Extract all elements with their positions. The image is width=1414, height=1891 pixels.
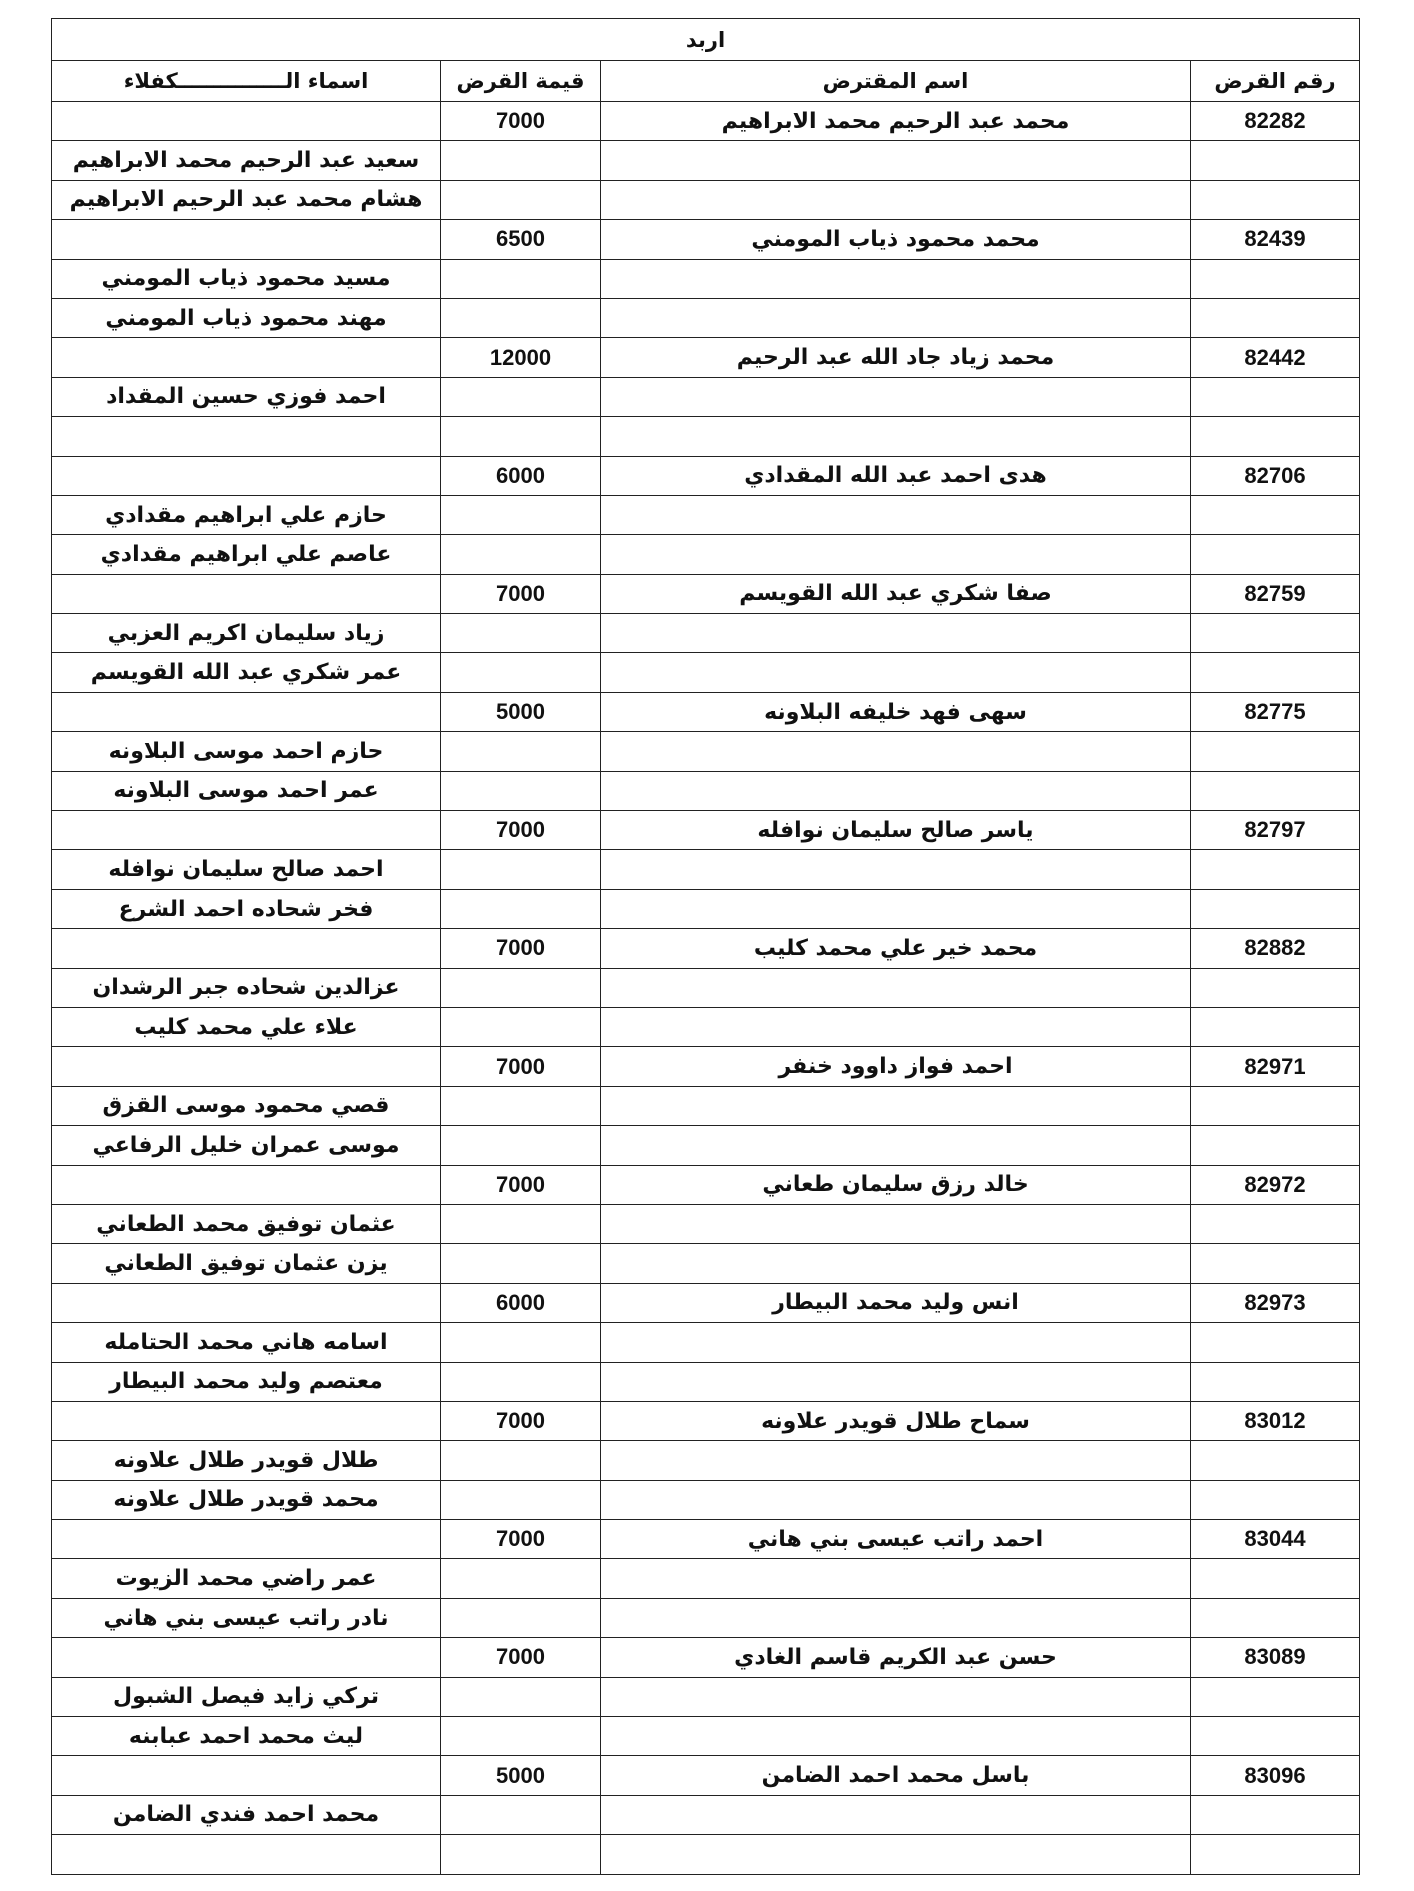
guarantor-row — [52, 141, 1360, 180]
loan-amount: 6000 — [441, 1283, 601, 1322]
loan-row — [52, 1165, 1360, 1204]
empty-cell — [441, 1835, 601, 1874]
guarantor-name: مسيد محمود ذياب المومني — [52, 259, 441, 298]
empty-cell — [441, 1795, 601, 1834]
guarantor-name: ليث محمد احمد عبابنه — [52, 1717, 441, 1756]
empty-cell — [601, 141, 1191, 180]
guarantor-cell-empty — [52, 102, 441, 141]
empty-cell — [1191, 1204, 1360, 1243]
empty-cell — [1191, 1086, 1360, 1125]
guarantor-cell-empty — [52, 338, 441, 377]
guarantor-name: فخر شحاده احمد الشرع — [52, 889, 441, 928]
header-guarantors: اسماء الـــــــــــــــكفلاء — [52, 61, 441, 102]
empty-cell — [1191, 1795, 1360, 1834]
borrower-name: سماح طلال قويدر علاونه — [601, 1401, 1191, 1440]
region-title: اربد — [52, 19, 1360, 61]
guarantor-cell-empty — [52, 1638, 441, 1677]
guarantor-row — [52, 968, 1360, 1007]
guarantor-row — [52, 732, 1360, 771]
guarantor-row — [52, 889, 1360, 928]
guarantor-row — [52, 1323, 1360, 1362]
loan-number: 82882 — [1191, 929, 1360, 968]
borrower-name: انس وليد محمد البيطار — [601, 1283, 1191, 1322]
loan-number: 82775 — [1191, 692, 1360, 731]
empty-cell — [601, 535, 1191, 574]
empty-cell — [441, 259, 601, 298]
guarantor-name: عمر راضي محمد الزيوت — [52, 1559, 441, 1598]
empty-cell — [1191, 1559, 1360, 1598]
guarantor-name: مهند محمود ذياب المومني — [52, 298, 441, 337]
guarantor-name: موسى عمران خليل الرفاعي — [52, 1126, 441, 1165]
empty-cell — [1191, 771, 1360, 810]
guarantor-name: طلال قويدر طلال علاونه — [52, 1441, 441, 1480]
guarantor-row — [52, 1717, 1360, 1756]
guarantor-name: عزالدين شحاده جبر الرشدان — [52, 968, 441, 1007]
loans-table — [51, 18, 1360, 1875]
empty-cell — [601, 1598, 1191, 1637]
loan-number: 82439 — [1191, 220, 1360, 259]
empty-cell — [601, 417, 1191, 456]
empty-cell — [441, 1126, 601, 1165]
loan-row — [52, 1756, 1360, 1795]
empty-cell — [601, 1677, 1191, 1716]
empty-cell — [1191, 535, 1360, 574]
empty-cell — [441, 1086, 601, 1125]
empty-cell — [441, 1677, 601, 1716]
empty-cell — [441, 771, 601, 810]
empty-cell — [601, 180, 1191, 219]
empty-cell — [441, 968, 601, 1007]
guarantor-row — [52, 1244, 1360, 1283]
empty-cell — [1191, 1598, 1360, 1637]
empty-cell — [601, 1086, 1191, 1125]
guarantor-name: علاء علي محمد كليب — [52, 1007, 441, 1046]
loan-number: 83089 — [1191, 1638, 1360, 1677]
empty-cell — [1191, 495, 1360, 534]
loan-row — [52, 220, 1360, 259]
guarantor-row — [52, 1126, 1360, 1165]
loan-amount: 7000 — [441, 1520, 601, 1559]
guarantor-name: هشام محمد عبد الرحيم الابراهيم — [52, 180, 441, 219]
header-borrower: اسم المقترض — [601, 61, 1191, 102]
empty-cell — [601, 732, 1191, 771]
loan-amount: 7000 — [441, 1401, 601, 1440]
empty-cell — [601, 1362, 1191, 1401]
loan-number: 83044 — [1191, 1520, 1360, 1559]
loan-row — [52, 456, 1360, 495]
guarantor-row — [52, 653, 1360, 692]
empty-cell — [441, 850, 601, 889]
empty-cell — [601, 1441, 1191, 1480]
header-row — [52, 61, 1360, 102]
guarantor-row — [52, 1204, 1360, 1243]
guarantor-cell-empty — [52, 220, 441, 259]
guarantor-name: محمد احمد فندي الضامن — [52, 1795, 441, 1834]
guarantor-name: معتصم وليد محمد البيطار — [52, 1362, 441, 1401]
loan-amount: 6500 — [441, 220, 601, 259]
guarantor-row — [52, 180, 1360, 219]
empty-cell — [601, 614, 1191, 653]
guarantor-row — [52, 1677, 1360, 1716]
guarantor-name: عاصم علي ابراهيم مقدادي — [52, 535, 441, 574]
empty-cell — [1191, 1244, 1360, 1283]
borrower-name: احمد فواز داوود خنفر — [601, 1047, 1191, 1086]
loan-amount: 12000 — [441, 338, 601, 377]
loan-amount: 5000 — [441, 692, 601, 731]
loan-row — [52, 1401, 1360, 1440]
guarantor-row — [52, 417, 1360, 456]
guarantor-name: احمد فوزي حسين المقداد — [52, 377, 441, 416]
empty-cell — [1191, 1362, 1360, 1401]
borrower-name: محمد محمود ذياب المومني — [601, 220, 1191, 259]
empty-cell — [441, 141, 601, 180]
guarantor-row — [52, 1598, 1360, 1637]
loan-amount: 7000 — [441, 811, 601, 850]
guarantor-name: اسامه هاني محمد الحتامله — [52, 1323, 441, 1362]
loan-row — [52, 574, 1360, 613]
empty-cell — [601, 1244, 1191, 1283]
guarantor-name: تركي زايد فيصل الشبول — [52, 1677, 441, 1716]
loan-row — [52, 102, 1360, 141]
guarantor-name: عثمان توفيق محمد الطعاني — [52, 1204, 441, 1243]
loan-number: 82442 — [1191, 338, 1360, 377]
empty-cell — [441, 653, 601, 692]
empty-cell — [1191, 732, 1360, 771]
loan-row — [52, 1638, 1360, 1677]
empty-cell — [1191, 377, 1360, 416]
borrower-name: خالد رزق سليمان طعاني — [601, 1165, 1191, 1204]
guarantor-name: زياد سليمان اكريم العزبي — [52, 614, 441, 653]
guarantor-name: عمر شكري عبد الله القويسم — [52, 653, 441, 692]
loan-amount: 5000 — [441, 1756, 601, 1795]
empty-cell — [601, 1559, 1191, 1598]
empty-cell — [441, 1598, 601, 1637]
guarantor-cell-empty — [52, 1283, 441, 1322]
empty-cell — [441, 377, 601, 416]
borrower-name: باسل محمد احمد الضامن — [601, 1756, 1191, 1795]
empty-cell — [601, 495, 1191, 534]
empty-cell — [441, 535, 601, 574]
guarantor-row — [52, 1795, 1360, 1834]
guarantor-row — [52, 1086, 1360, 1125]
borrower-name: محمد زياد جاد الله عبد الرحيم — [601, 338, 1191, 377]
loan-number: 82973 — [1191, 1283, 1360, 1322]
empty-cell — [1191, 1441, 1360, 1480]
empty-cell — [1191, 259, 1360, 298]
borrower-name: محمد عبد الرحيم محمد الابراهيم — [601, 102, 1191, 141]
loan-row — [52, 692, 1360, 731]
empty-cell — [441, 1204, 601, 1243]
guarantor-row — [52, 1362, 1360, 1401]
loan-row — [52, 338, 1360, 377]
guarantor-cell-empty — [52, 1047, 441, 1086]
empty-cell — [1191, 298, 1360, 337]
loan-row — [52, 929, 1360, 968]
guarantor-row — [52, 1835, 1360, 1874]
guarantor-name: حازم علي ابراهيم مقدادي — [52, 495, 441, 534]
empty-cell — [1191, 1835, 1360, 1874]
empty-cell — [601, 1835, 1191, 1874]
guarantor-cell-empty — [52, 574, 441, 613]
empty-cell — [601, 1717, 1191, 1756]
guarantor-cell-empty — [52, 811, 441, 850]
guarantor-name: عمر احمد موسى البلاونه — [52, 771, 441, 810]
guarantor-row — [52, 259, 1360, 298]
borrower-name: محمد خير علي محمد كليب — [601, 929, 1191, 968]
borrower-name: ياسر صالح سليمان نوافله — [601, 811, 1191, 850]
loan-amount: 7000 — [441, 1165, 601, 1204]
guarantor-name: يزن عثمان توفيق الطعاني — [52, 1244, 441, 1283]
guarantor-row — [52, 1441, 1360, 1480]
empty-cell — [1191, 850, 1360, 889]
empty-cell — [1191, 889, 1360, 928]
empty-cell — [601, 1007, 1191, 1046]
borrower-name: سهى فهد خليفه البلاونه — [601, 692, 1191, 731]
header-loan-number: رقم القرض — [1191, 61, 1360, 102]
loan-number: 82282 — [1191, 102, 1360, 141]
empty-cell — [1191, 1480, 1360, 1519]
guarantor-row — [52, 535, 1360, 574]
empty-cell — [441, 180, 601, 219]
loan-row — [52, 1047, 1360, 1086]
loan-amount: 7000 — [441, 102, 601, 141]
empty-cell — [441, 614, 601, 653]
empty-cell — [1191, 1126, 1360, 1165]
borrower-name: هدى احمد عبد الله المقدادي — [601, 456, 1191, 495]
empty-cell — [441, 298, 601, 337]
empty-cell — [1191, 614, 1360, 653]
loan-row — [52, 1520, 1360, 1559]
guarantor-row — [52, 495, 1360, 534]
loan-row — [52, 1283, 1360, 1322]
empty-cell — [441, 1717, 601, 1756]
loan-amount: 6000 — [441, 456, 601, 495]
guarantor-name: سعيد عبد الرحيم محمد الابراهيم — [52, 141, 441, 180]
borrower-name: احمد راتب عيسى بني هاني — [601, 1520, 1191, 1559]
guarantor-row — [52, 377, 1360, 416]
guarantor-row — [52, 1007, 1360, 1046]
guarantor-row — [52, 298, 1360, 337]
borrower-name: حسن عبد الكريم قاسم الغادي — [601, 1638, 1191, 1677]
empty-cell — [601, 1323, 1191, 1362]
guarantor-name — [52, 1835, 441, 1874]
loan-number: 83096 — [1191, 1756, 1360, 1795]
empty-cell — [441, 1559, 601, 1598]
empty-cell — [1191, 1323, 1360, 1362]
empty-cell — [1191, 180, 1360, 219]
empty-cell — [1191, 141, 1360, 180]
guarantor-cell-empty — [52, 456, 441, 495]
empty-cell — [601, 850, 1191, 889]
title-row — [52, 19, 1360, 61]
guarantor-cell-empty — [52, 929, 441, 968]
guarantor-cell-empty — [52, 1165, 441, 1204]
empty-cell — [601, 1795, 1191, 1834]
loan-amount: 7000 — [441, 1638, 601, 1677]
empty-cell — [441, 1244, 601, 1283]
empty-cell — [1191, 653, 1360, 692]
guarantor-name: نادر راتب عيسى بني هاني — [52, 1598, 441, 1637]
empty-cell — [601, 968, 1191, 1007]
empty-cell — [1191, 968, 1360, 1007]
empty-cell — [601, 653, 1191, 692]
empty-cell — [441, 1480, 601, 1519]
loan-amount: 7000 — [441, 574, 601, 613]
empty-cell — [441, 417, 601, 456]
guarantor-name: حازم احمد موسى البلاونه — [52, 732, 441, 771]
loan-number: 82797 — [1191, 811, 1360, 850]
guarantor-name: قصي محمود موسى القزق — [52, 1086, 441, 1125]
guarantor-cell-empty — [52, 1756, 441, 1795]
loan-number: 82706 — [1191, 456, 1360, 495]
guarantor-row — [52, 1480, 1360, 1519]
empty-cell — [441, 1323, 601, 1362]
empty-cell — [441, 732, 601, 771]
guarantor-cell-empty — [52, 692, 441, 731]
empty-cell — [1191, 417, 1360, 456]
empty-cell — [601, 1126, 1191, 1165]
empty-cell — [601, 259, 1191, 298]
guarantor-name: احمد صالح سليمان نوافله — [52, 850, 441, 889]
loan-number: 83012 — [1191, 1401, 1360, 1440]
empty-cell — [1191, 1717, 1360, 1756]
loan-number: 82971 — [1191, 1047, 1360, 1086]
loan-amount: 7000 — [441, 1047, 601, 1086]
empty-cell — [1191, 1007, 1360, 1046]
empty-cell — [601, 298, 1191, 337]
empty-cell — [601, 889, 1191, 928]
guarantor-row — [52, 771, 1360, 810]
guarantor-row — [52, 850, 1360, 889]
empty-cell — [601, 377, 1191, 416]
empty-cell — [441, 495, 601, 534]
loan-row — [52, 811, 1360, 850]
empty-cell — [441, 1362, 601, 1401]
borrower-name: صفا شكري عبد الله القويسم — [601, 574, 1191, 613]
guarantor-name: محمد قويدر طلال علاونه — [52, 1480, 441, 1519]
empty-cell — [441, 889, 601, 928]
guarantor-cell-empty — [52, 1401, 441, 1440]
empty-cell — [601, 1480, 1191, 1519]
empty-cell — [1191, 1677, 1360, 1716]
guarantor-cell-empty — [52, 1520, 441, 1559]
loan-number: 82972 — [1191, 1165, 1360, 1204]
guarantor-name — [52, 417, 441, 456]
loan-number: 82759 — [1191, 574, 1360, 613]
empty-cell — [441, 1441, 601, 1480]
empty-cell — [601, 771, 1191, 810]
loan-amount: 7000 — [441, 929, 601, 968]
header-amount: قيمة القرض — [441, 61, 601, 102]
empty-cell — [601, 1204, 1191, 1243]
guarantor-row — [52, 614, 1360, 653]
guarantor-row — [52, 1559, 1360, 1598]
empty-cell — [441, 1007, 601, 1046]
